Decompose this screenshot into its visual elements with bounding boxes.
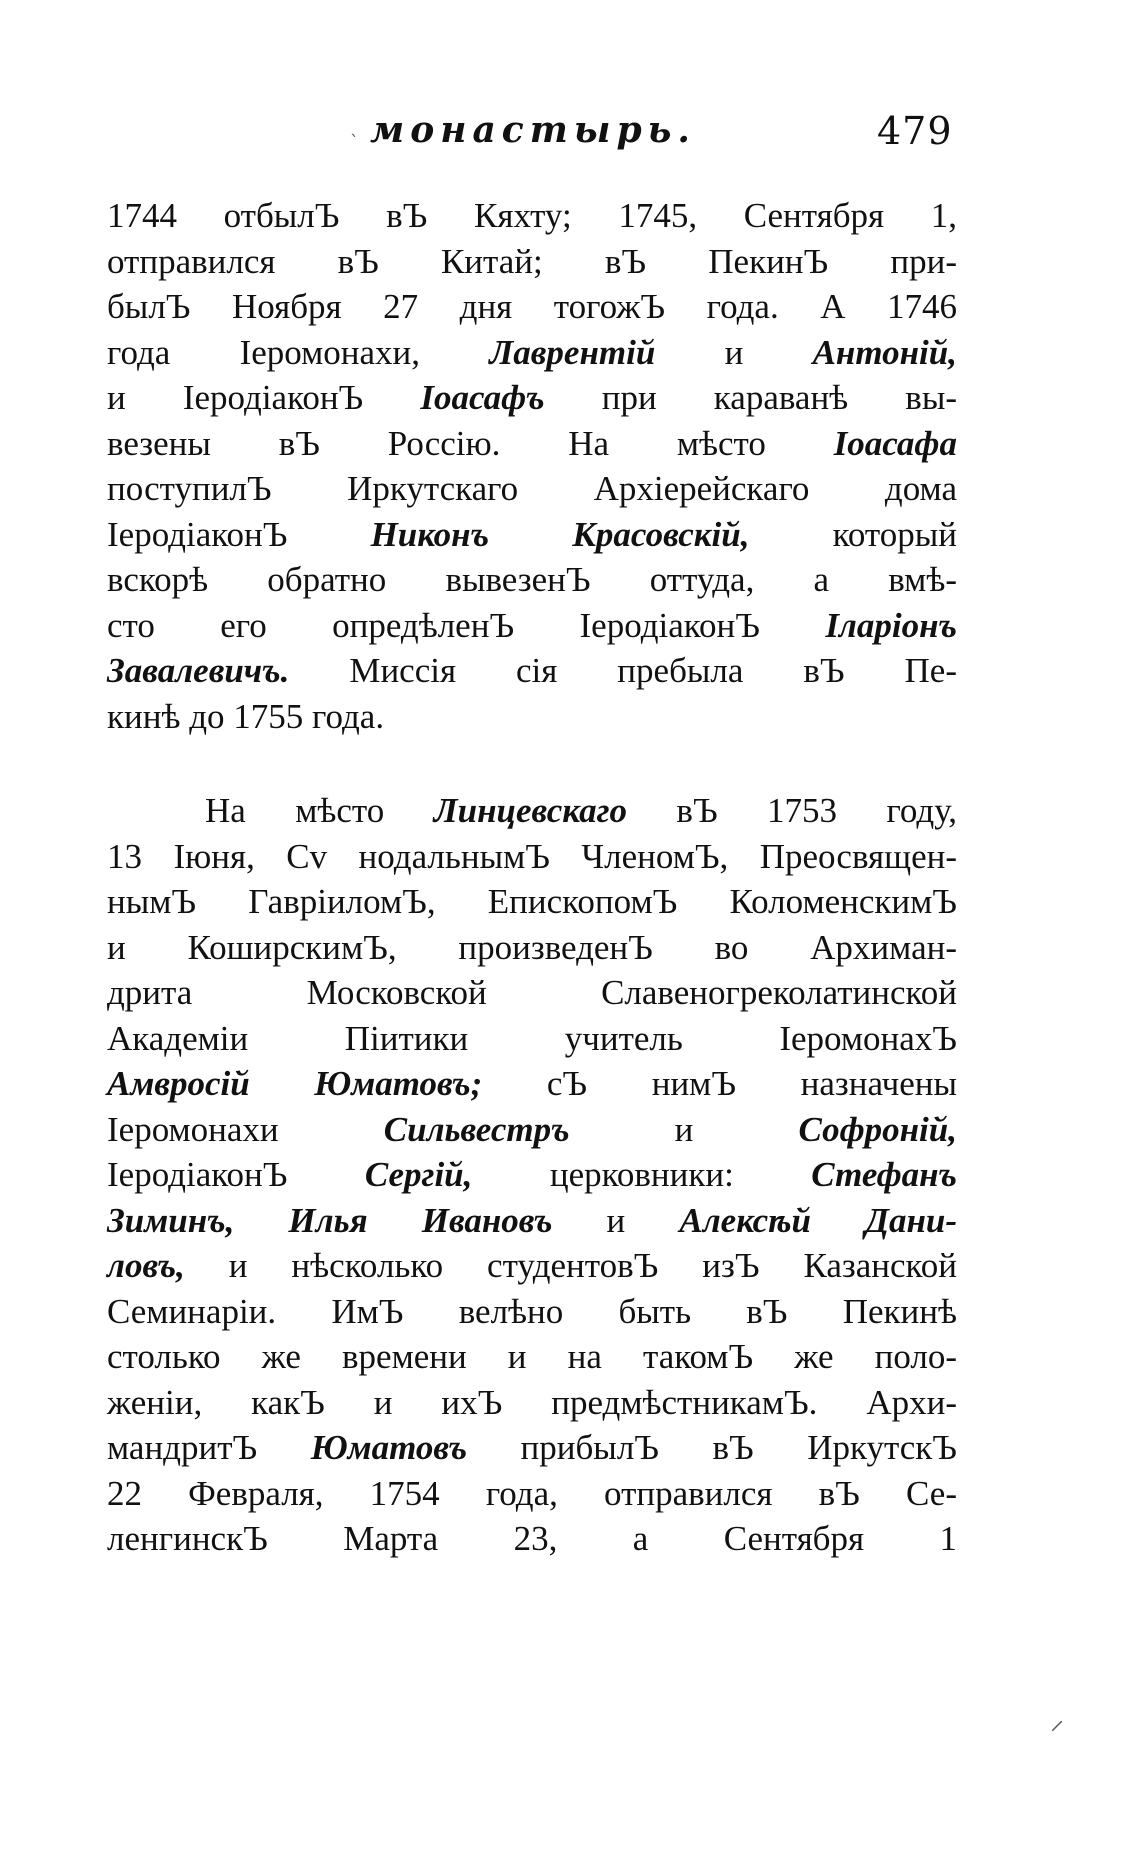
text-run: сЪ нимЪ назначены [482,1064,957,1103]
text-line [107,512,957,558]
italic-name: Сильвестръ [383,1109,570,1149]
italic-name: Софроній, [798,1109,957,1149]
text-run: и ІеродіаконЪ [107,378,421,417]
italic-name: Линцевскаго [433,791,628,830]
italic-name: Стефанъ [811,1155,957,1194]
text-run: и [569,1109,799,1149]
text-line [107,970,957,1016]
text-run: прибылЪ вЪ ИркутскЪ [467,1428,957,1467]
text-line [107,1289,957,1335]
text-run: мандритЪ [107,1428,311,1467]
text-run: ІеродіаконЪ [107,514,371,554]
text-line [107,603,957,649]
text-line [107,1471,957,1517]
italic-name: Іоасафъ [420,378,545,417]
text-run: Іеромонахи [107,1109,384,1149]
text-line [107,284,957,330]
text-run: столько же времени и на такомЪ же поло- [107,1337,957,1376]
text-line [107,1198,957,1244]
text-run: былЪ Ноября 27 дня тогожЪ года. А 1746 [107,287,957,326]
italic-name: Амвросій Юматовъ; [107,1064,483,1103]
text-line [107,557,957,603]
text-run: года Іеромонахи, [107,332,490,372]
text-line [107,193,957,239]
text-run: нымЪ ГавріиломЪ, ЕпископомЪ КоломенскимЪ [107,882,957,921]
text-run: вскорѣ обратно вывезенЪ оттуда, а вмѣ- [107,560,957,599]
text-run: который [749,514,957,554]
text-line [107,834,957,880]
italic-name: ловъ, [107,1246,185,1285]
text-line [107,375,957,421]
italic-name: Іларіонъ [825,605,957,645]
text-run: и [655,332,813,372]
text-line [107,1152,957,1198]
text-line [107,1516,957,1562]
text-line [107,1243,957,1289]
text-line [107,788,957,834]
text-run: церковники: [472,1155,812,1194]
text-run: отправился вЪ Китай; вЪ ПекинЪ при- [107,241,957,281]
text-run: дрита Московской Славеногреколатинской [107,973,957,1012]
text-run: вЪ 1753 году, [627,791,957,830]
italic-name: Сергій, [364,1155,473,1194]
italic-name: Зиминъ, Илья Ивановъ [107,1200,553,1240]
text-run: Миссія сія пребыла вЪ Пе- [289,651,957,690]
italic-name: Завалевичъ. [107,651,290,690]
text-run: при караванѣ вы- [544,378,957,417]
italic-name: Антоній, [812,332,957,372]
text-run: ленгинскЪ Марта 23, а Сентября 1 [107,1519,957,1558]
text-line [107,330,957,376]
italic-name: Юматовъ [310,1428,468,1467]
speck-mark: ` [350,132,359,153]
text-line [107,1425,957,1471]
text-run: поступилЪ Иркутскаго Архіерейскаго дома [107,469,957,508]
paragraph-2 [107,788,957,1562]
text-run: ІеродіаконЪ [107,1155,365,1194]
text-line [107,694,957,740]
italic-name: Іоасафа [833,423,957,463]
text-line [107,1380,957,1426]
paragraph-1 [107,193,957,739]
speck-mark: ⸝ [1050,1703,1065,1736]
text-run: Академіи Піитики учитель ІеромонахЪ [107,1018,957,1058]
text-run: Семинаріи. ИмЪ велѣно быть вЪ Пекинѣ [107,1291,957,1331]
text-run: и нѣсколько студентовЪ изЪ Казанской [184,1246,957,1285]
text-run: женіи, какЪ и ихЪ предмѣстникамЪ. Архи- [107,1382,957,1422]
text-run: 1744 отбылЪ вЪ Кяхту; 1745, Сентября 1, [107,196,957,235]
page-number: 479 [877,109,953,153]
text-run: 22 Февраля, 1754 года, отправился вЪ Се- [107,1473,957,1513]
text-line [107,466,957,512]
italic-name: Лаврентій [489,332,656,372]
text-run: и [552,1200,680,1240]
text-line [107,421,957,467]
text-run: кинѣ до 1755 года. [107,696,385,736]
text-run: везены вЪ Россію. На мѣсто [107,423,834,463]
italic-name: Никонъ Красовскій, [370,514,750,554]
text-line [107,879,957,925]
running-head: монастырь. [370,109,696,151]
italic-name: Алексѣй Дани- [679,1200,958,1240]
text-line [107,648,957,694]
text-line [107,1107,957,1153]
text-line [107,239,957,285]
text-run: и КоширскимЪ, произведенЪ во Архиман- [107,927,957,967]
text-run: сто его опредѣленЪ ІеродіаконЪ [107,605,826,645]
page-header [0,105,1140,165]
text-line [107,1061,957,1107]
text-run: На мѣсто [205,791,434,830]
text-run: 13 Іюня, Сv нодальнымЪ ЧленомЪ, Преосвящен- [107,836,957,876]
text-line [107,1334,957,1380]
text-line [107,1016,957,1062]
text-line [107,925,957,971]
